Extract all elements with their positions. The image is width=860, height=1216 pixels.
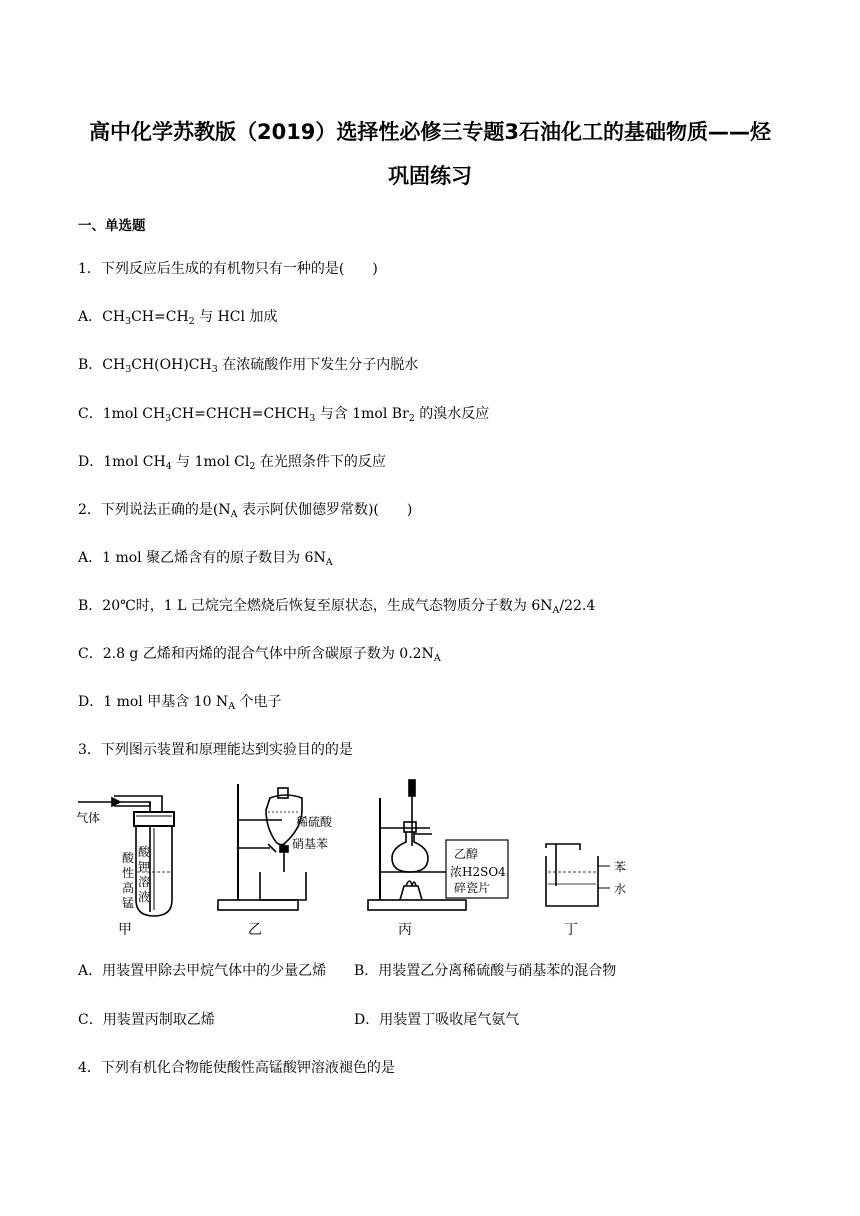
label-jia: 甲 xyxy=(118,922,132,938)
jia-gas-label: 气体 xyxy=(76,811,101,825)
svg-text:酸: 酸 xyxy=(138,845,151,859)
svg-text:碎瓷片: 碎瓷片 xyxy=(454,881,491,895)
svg-text:钾: 钾 xyxy=(138,860,151,874)
question-1-option-d: D．1mol $CH_4$ 与 1mol $Cl_2$ 在光照条件下的反应 xyxy=(78,454,386,472)
svg-text:锰: 锰 xyxy=(122,896,135,910)
label-yi: 乙 xyxy=(248,922,262,938)
question-2-option-c: C．2.8 g 乙烯和丙烯的混合气体中所含碳原子数为 $0.2N_A$ xyxy=(78,646,441,664)
question-2-option-a: A．1 mol 聚乙烯含有的原子数目为 $6N_A$ xyxy=(78,550,333,568)
svg-text:乙醇: 乙醇 xyxy=(454,847,479,861)
label-bing: 丙 xyxy=(398,922,412,938)
question-2-option-d: D．1 mol 甲基含 10 $N_A$ 个电子 xyxy=(78,694,282,712)
page-subtitle: 巩固练习 xyxy=(388,164,472,188)
section-heading: 一、单选题 xyxy=(78,218,146,234)
question-2-option-b: B．20℃时，1 L 己烷完全燃烧后恢复至原状态，生成气态物质分子数为 $6N_A/22.4$ xyxy=(78,598,596,616)
svg-text:浓H2SO4: 浓H2SO4 xyxy=(450,865,506,879)
svg-text:酸: 酸 xyxy=(122,851,135,865)
label-ding: 丁 xyxy=(564,922,578,938)
apparatus-ding xyxy=(546,844,610,906)
yi-nitro-label: 硝基苯 xyxy=(292,837,329,851)
question-3-option-c: C．用装置丙制取乙烯 xyxy=(78,1012,215,1028)
question-3-option-d: D．用装置丁吸收尾气氨气 xyxy=(354,1012,520,1028)
question-1-option-c: C．1mol $CH_3CH=CHCH=CHCH_3$ 与含 1mol $Br_2$ 的溴水反应 xyxy=(78,406,490,424)
ding-water-label: 水 xyxy=(614,882,627,896)
question-3-stem: 3．下列图示装置和原理能达到实验目的的是 xyxy=(78,742,353,758)
apparatus-bing xyxy=(368,780,466,910)
svg-text:高: 高 xyxy=(122,881,135,895)
svg-text:性: 性 xyxy=(122,866,135,880)
apparatus-figure xyxy=(70,776,650,940)
question-3-option-a: A．用装置甲除去甲烷气体中的少量乙烯 xyxy=(78,963,327,979)
ding-benzene-label: 苯 xyxy=(614,860,627,874)
svg-text:溶: 溶 xyxy=(138,875,151,889)
yi-acid-label: 稀硫酸 xyxy=(296,815,333,829)
question-1-option-a: A．$CH_3CH=CH_2$ 与 HCl 加成 xyxy=(78,309,278,327)
question-4-stem: 4．下列有机化合物能使酸性高锰酸钾溶液褪色的是 xyxy=(78,1060,395,1076)
question-3-option-b: B．用装置乙分离稀硫酸与硝基苯的混合物 xyxy=(354,963,617,979)
question-1-stem: 1．下列反应后生成的有机物只有一种的是( ) xyxy=(78,261,378,277)
question-1-option-b: B．$CH_3CH(OH)CH_3$ 在浓硫酸作用下发生分子内脱水 xyxy=(78,357,419,375)
page-title: 高中化学苏教版（2019）选择性必修三专题3石油化工的基础物质——烃 xyxy=(88,120,772,144)
question-2-stem: 2．下列说法正确的是($N_A$ 表示阿伏伽德罗常数)( ) xyxy=(78,502,413,520)
svg-text:液: 液 xyxy=(138,890,151,904)
